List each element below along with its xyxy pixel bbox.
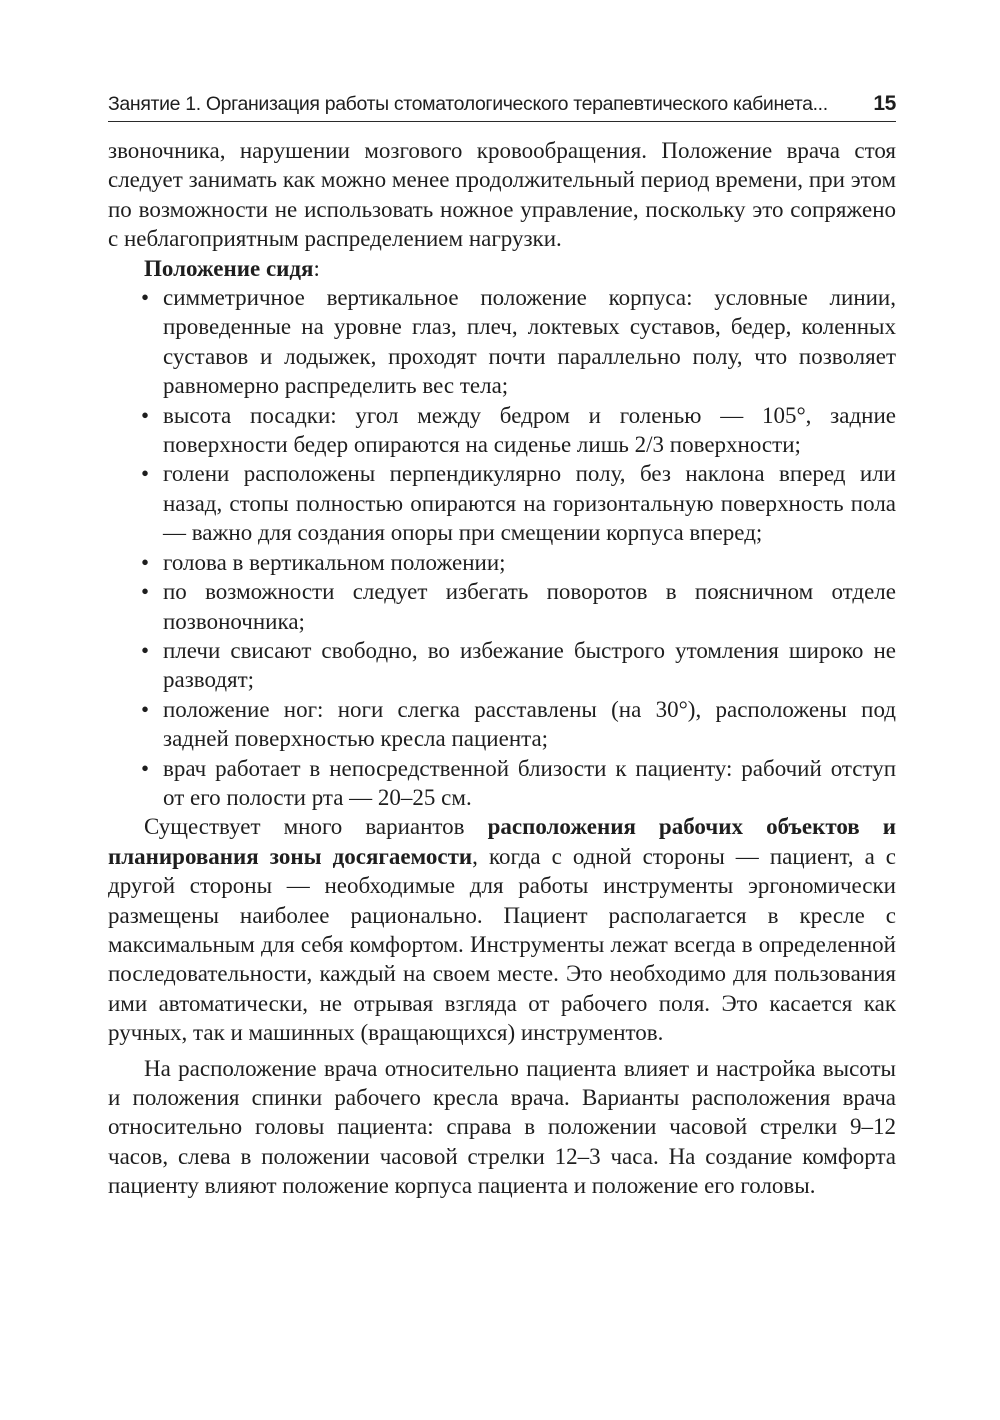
- workspace-bold-term: расположения рабочих объектов и планирования зоны досягаемости: [108, 814, 896, 869]
- list-item-text: врач работает в непосредственной близости к пациенту: рабочий отступ от его полости рта — 20–25 см.: [163, 755, 896, 810]
- list-item-text: плечи свисают свободно, во избежание быстрого утомления широко не разводят;: [163, 637, 896, 693]
- bullet-icon: •: [141, 696, 150, 722]
- bullet-icon: •: [141, 285, 150, 311]
- bullet-icon: •: [141, 402, 150, 428]
- list-item: [108, 459, 896, 547]
- list-item: [108, 695, 896, 754]
- list-item: [108, 636, 896, 695]
- list-item: [108, 577, 896, 636]
- body-text: [108, 136, 896, 1201]
- workspace-rest: , когда с одной стороны — пациент, а с другой стороны — необходимые для работы инструменты эргономически размещены наиболее рационально. Пациент располагается в кресле с максимальным для себя комфортом. Инструменты лежат всегда в определенной последовательности, каждый на своем месте. Это необходимо для пользования ими автоматически, не отрывая взгляда от рабочего поля. Это касается как ручных, так и машинных (вращающихся) инструментов.: [108, 843, 897, 1046]
- sitting-list: [108, 283, 896, 812]
- bullet-icon: •: [141, 755, 150, 781]
- bullet-icon: •: [141, 637, 150, 663]
- sitting-heading-text: Положение сидя: [144, 255, 314, 281]
- list-item: [108, 754, 896, 813]
- page-number: 15: [873, 92, 896, 115]
- list-item: [108, 401, 896, 460]
- list-item: [108, 283, 896, 401]
- book-page: [108, 92, 896, 1201]
- list-item-text: по возможности следует избегать поворотов в поясничном отделе позвоночника;: [163, 579, 896, 634]
- workspace-lead: Существует много вариантов: [144, 814, 488, 840]
- list-item: [108, 548, 896, 577]
- bullet-icon: •: [141, 579, 150, 605]
- sitting-heading-colon: :: [313, 255, 320, 281]
- list-item-text: голова в вертикальном положении;: [163, 549, 506, 575]
- workspace-paragraph: [108, 812, 896, 1047]
- intro-paragraph: звоночника, нарушении мозгового кровообращения. Положение врача стоя следует занимать как можно менее продолжительный период времени, при этом по возможности не использовать ножное управление, поскольку это сопряжено с неблагоприятным распределением нагрузки.: [108, 138, 896, 252]
- list-item-text: симметричное вертикальное положение корпуса: условные линии, проведенные на уровне глаз, плеч, локтевых суставов, бедер, коленных суставов и лодыжек, проходят почти параллельно полу, что позволяет равномерно распределить вес тела;: [163, 285, 896, 399]
- position-paragraph: На расположение врача относительно пациента влияет и настройка высоты и положения спинки рабочего кресла врача. Варианты расположения врача относительно головы пациента: справа в положении часовой стрелки 9–12 часов, слева в положении часовой стрелки 12–3 часа. На создание комфорта пациенту влияют положение корпуса пациента и положение его головы.: [108, 1055, 896, 1199]
- bullet-icon: •: [141, 549, 150, 575]
- bullet-icon: •: [141, 461, 150, 487]
- list-item-text: положение ног: ноги слегка расставлены (на 30°), расположены под задней поверхностью кресла пациента;: [163, 696, 896, 752]
- list-item-text: высота посадки: угол между бедром и голенью — 105°, задние поверхности бедер опираются на сиденье лишь 2/3 поверхности;: [163, 402, 896, 458]
- list-item-text: голени расположены перпендикулярно полу, без наклона вперед или назад, стопы полностью опираются на горизонтальную поверхность пола — важно для создания опоры при смещении корпуса вперед;: [163, 461, 896, 546]
- running-title: Занятие 1. Организация работы стоматологического терапевтического кабинета...: [108, 93, 828, 115]
- running-head: [108, 92, 896, 122]
- sitting-heading: [108, 254, 896, 283]
